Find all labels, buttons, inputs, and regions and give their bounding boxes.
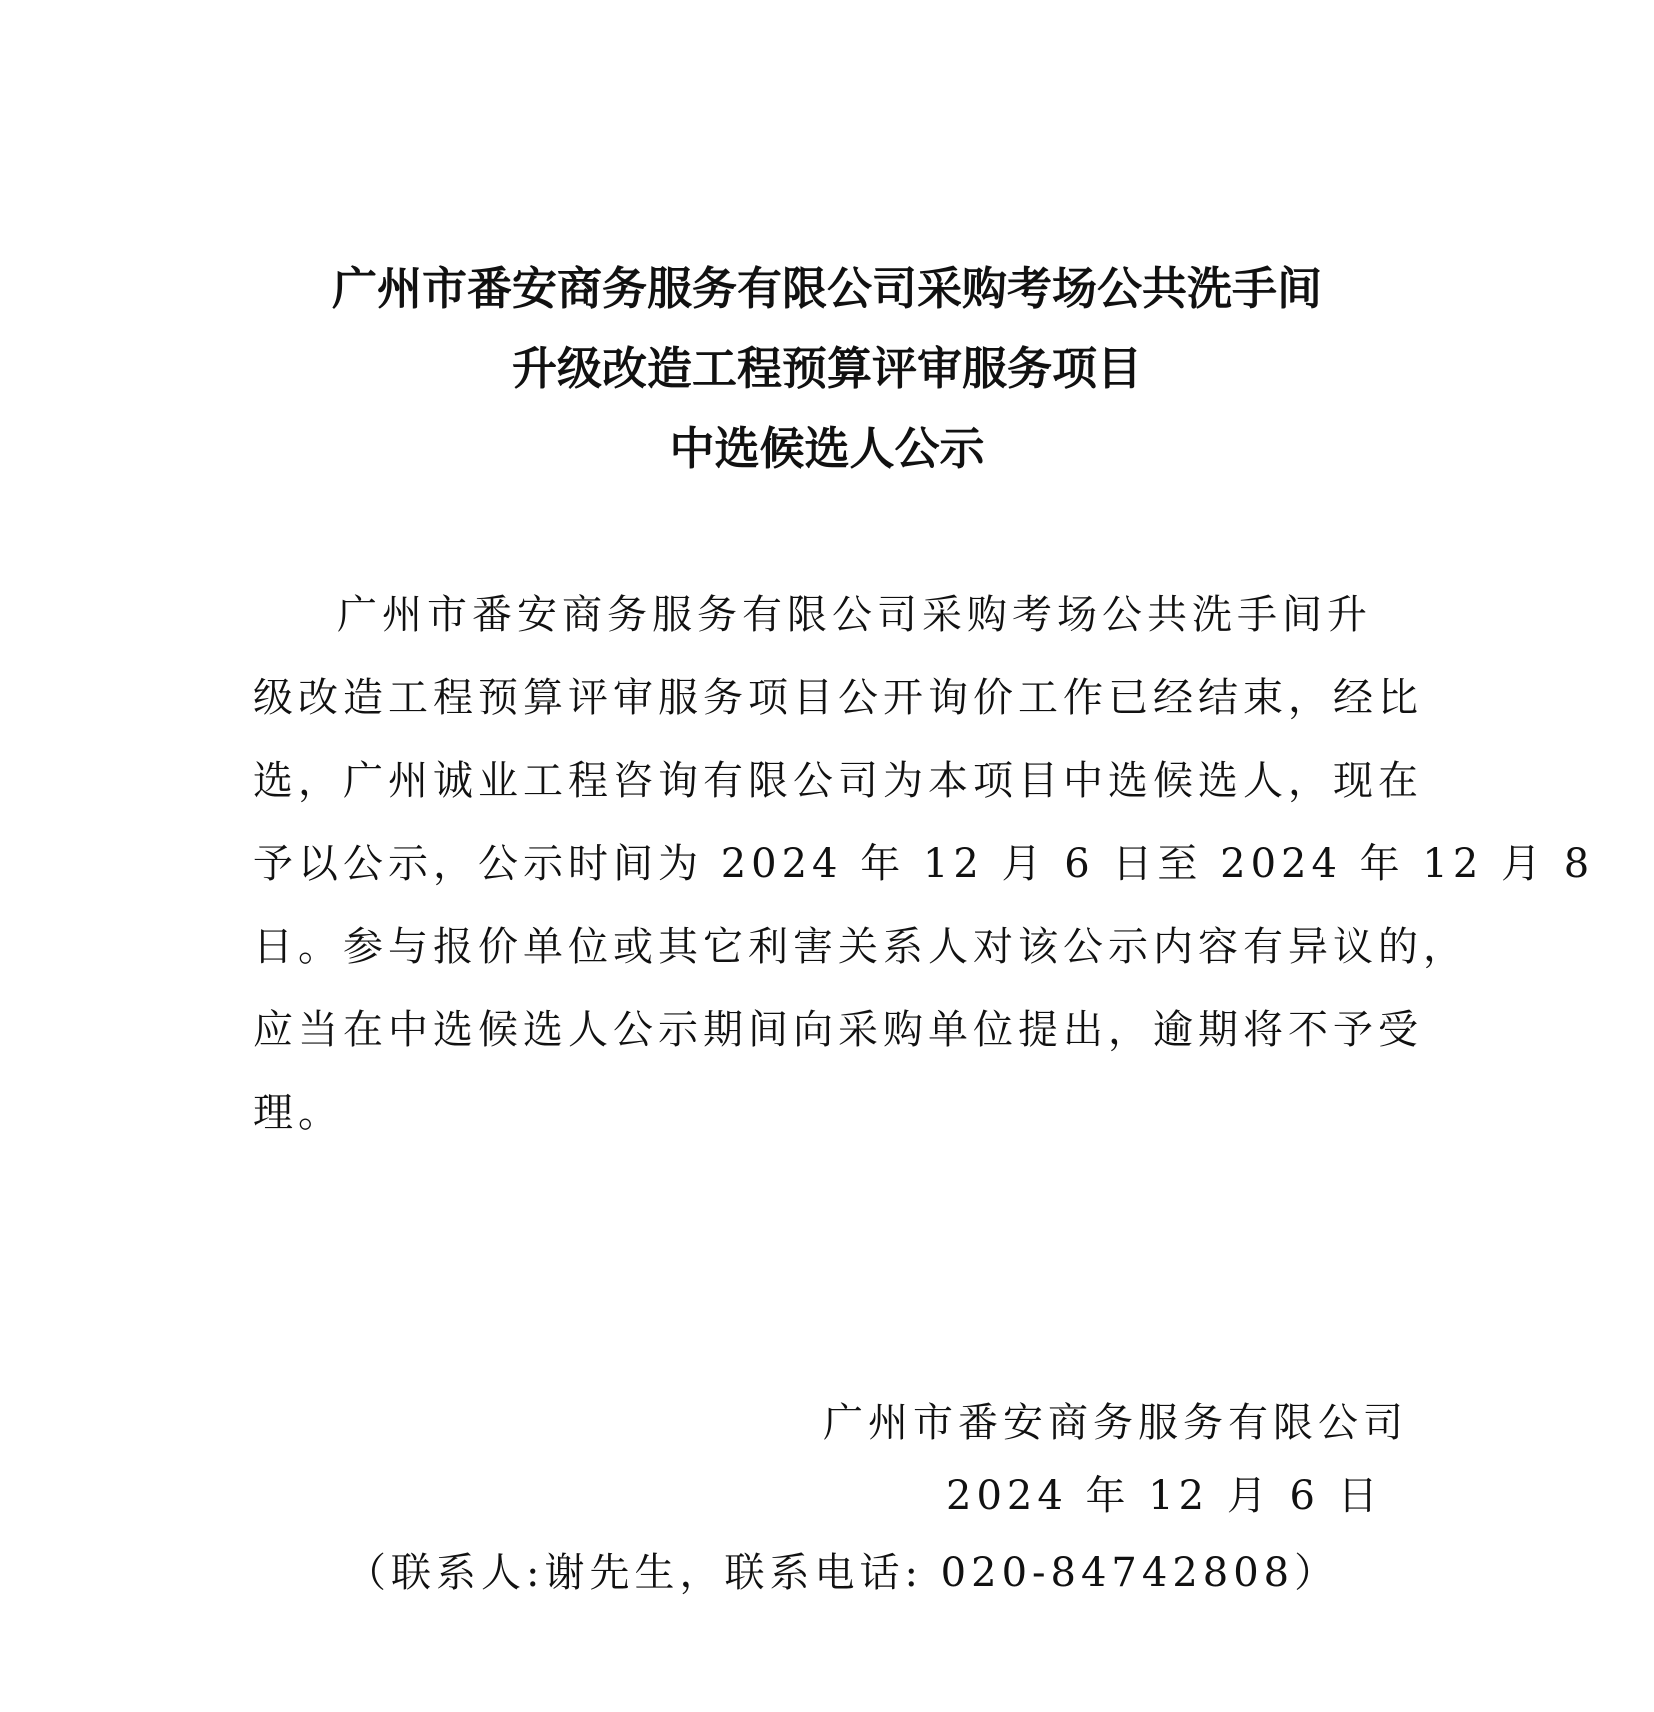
title-line-3: 中选候选人公示	[669, 422, 985, 475]
issue-date: 2024 年 12 月 6 日	[946, 1473, 1383, 1519]
title-line-2: 升级改造工程预算评审服务项目	[511, 342, 1142, 395]
issuer-company: 广州市番安商务服务有限公司	[823, 1400, 1408, 1446]
body-line-3: 选，广州诚业工程咨询有限公司为本项目中选候选人，现在	[253, 758, 1423, 804]
body-line-7: 理。	[253, 1090, 343, 1136]
body-line-4: 予以公示，公示时间为 2024 年 12 月 6 日至 2024 年 12 月 8	[253, 841, 1595, 887]
body-line-5: 日。参与报价单位或其它利害关系人对该公示内容有异议的，	[253, 924, 1468, 970]
body-line-6: 应当在中选候选人公示期间向采购单位提出，逾期将不予受	[253, 1007, 1423, 1053]
title-line-1: 广州市番安商务服务有限公司采购考场公共洗手间	[331, 262, 1322, 315]
body-line-1: 广州市番安商务服务有限公司采购考场公共洗手间升	[337, 592, 1372, 638]
body-line-2: 级改造工程预算评审服务项目公开询价工作已经结束，经比	[253, 675, 1423, 721]
contact-info: （联系人:谢先生，联系电话: 020-84742808）	[346, 1550, 1340, 1596]
